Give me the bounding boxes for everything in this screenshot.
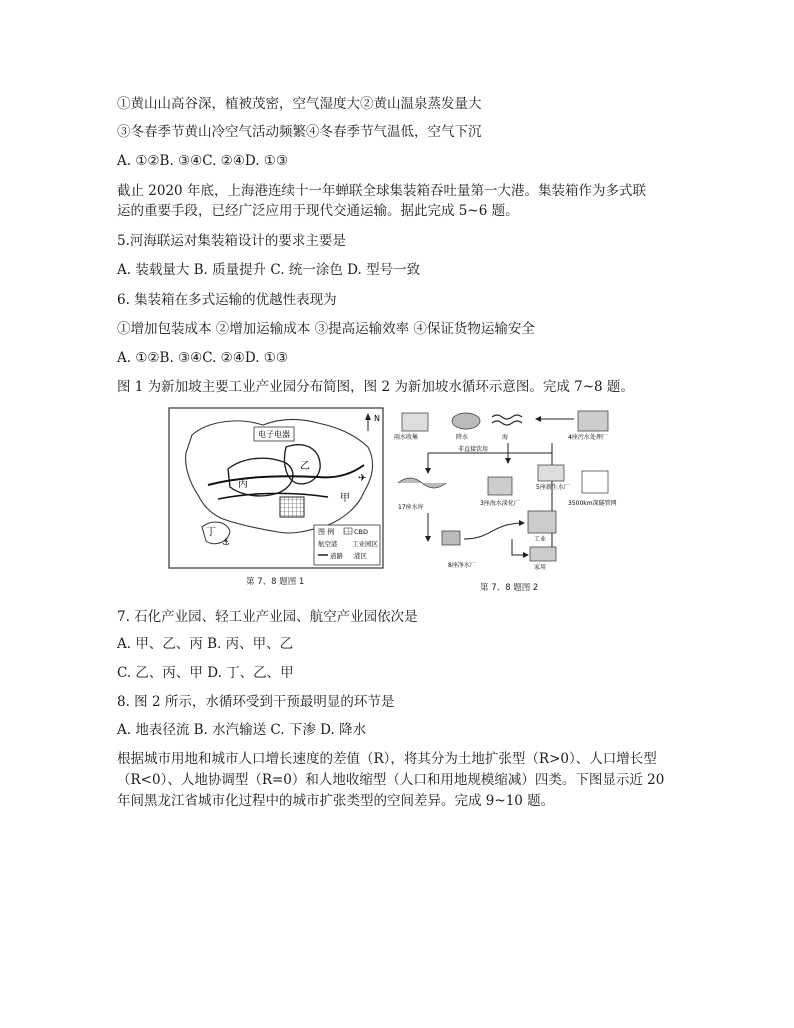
zone-bing: 丙: [238, 479, 248, 490]
figure-2-caption: 第 7、8 题图 2: [480, 583, 539, 593]
question-line: ①增加包装成本 ②增加运输成本 ③提高运输效率 ④保证货物运输安全: [117, 321, 535, 337]
map-svg: [168, 407, 400, 592]
figure-1-map: [168, 407, 400, 592]
airport-icon: ✈: [358, 473, 367, 484]
diagram-svg: [392, 407, 622, 592]
legend-port: 港区: [354, 552, 367, 560]
answer-options: A. 装载量大 B. 质量提升 C. 统一涂色 D. 型号一致: [117, 262, 421, 278]
passage-line: 根据城市用地和城市人口增长速度的差值（R），将其分为土地扩张型（R>0）、人口增长型: [117, 751, 657, 767]
node-desalination: 3座海水淡化厂: [480, 500, 520, 507]
question-line: ③冬春季节黄山冷空气活动频繁④冬春季节气温低，空气下沉: [117, 124, 482, 140]
passage-line: 运的重要手段，已经广泛应用于现代交通运输。据此完成 5~6 题。: [117, 203, 519, 219]
legend-road: 道路: [330, 552, 343, 560]
answer-options: A. 地表径流 B. 水汽输送 C. 下渗 D. 降水: [117, 722, 367, 738]
question-8: 8. 图 2 所示，水循环受到干预最明显的环节是: [117, 694, 395, 710]
port-icon: ⚓: [222, 538, 231, 548]
figure-1-caption: 第 7、8 题图 1: [246, 577, 305, 587]
passage-line: （R<0）、人地协调型（R=0）和人地收缩型（人口和用地规模缩减）四类。下图显示近 20: [117, 772, 665, 788]
node-household: 家用: [534, 564, 547, 571]
legend-title: 图 例: [318, 528, 335, 536]
node-sewage-plants: 4座污水处理厂: [568, 434, 608, 441]
top-zone-label: 电子电器: [258, 430, 290, 439]
node-rain-collection: 雨水收集: [394, 434, 419, 441]
question-5: 5.河海联运对集装箱设计的要求主要是: [117, 233, 346, 249]
question-7: 7. 石化产业园、轻工业产业园、航空产业园依次是: [117, 609, 418, 625]
node-reservoirs: 17座水库: [398, 504, 424, 511]
legend-industrial-zone: 工业园区: [352, 540, 378, 548]
zone-yi: 乙: [300, 461, 310, 472]
north-label: N: [374, 414, 380, 423]
answer-options: A. ①②B. ③④C. ②④D. ①③: [117, 350, 289, 366]
answer-options: A. 甲、乙、丙 B. 丙、甲、乙: [117, 636, 294, 652]
passage-line: 年间黑龙江省城市化过程中的城市扩张类型的空间差异。完成 9~10 题。: [117, 793, 555, 809]
zone-jia: 甲: [340, 493, 350, 504]
node-industry: 工业: [534, 536, 547, 543]
node-tunnel-network: 3500km深隧管网: [568, 500, 617, 507]
node-non-potable: 非直接饮用: [458, 446, 489, 453]
zone-ding: 丁: [206, 527, 216, 538]
node-sea: 海: [502, 434, 509, 441]
node-newater-plants: 5座新生水厂: [536, 484, 570, 491]
question-line: ①黄山山高谷深，植被茂密，空气湿度大②黄山温泉蒸发量大: [117, 96, 482, 112]
passage-line: 截止 2020 年底，上海港连续十一年蝉联全球集装箱吞吐量第一大港。集装箱作为多式联: [117, 183, 646, 199]
legend-cbd: CBD: [354, 528, 369, 536]
figure-intro: 图 1 为新加坡主要工业产业园分布简图，图 2 为新加坡水循环示意图。完成 7~8 题。: [117, 379, 634, 395]
answer-options: A. ①②B. ③④C. ②④D. ①③: [117, 153, 289, 169]
figure-2-diagram: [392, 407, 622, 592]
answer-options: C. 乙、丙、甲 D. 丁、乙、甲: [117, 665, 294, 681]
node-precipitation: 降水: [456, 434, 469, 441]
node-water-works: 8座净水厂: [448, 562, 476, 569]
legend-airport: 航空港: [318, 540, 338, 548]
question-6: 6. 集装箱在多式运输的优越性表现为: [117, 292, 337, 308]
